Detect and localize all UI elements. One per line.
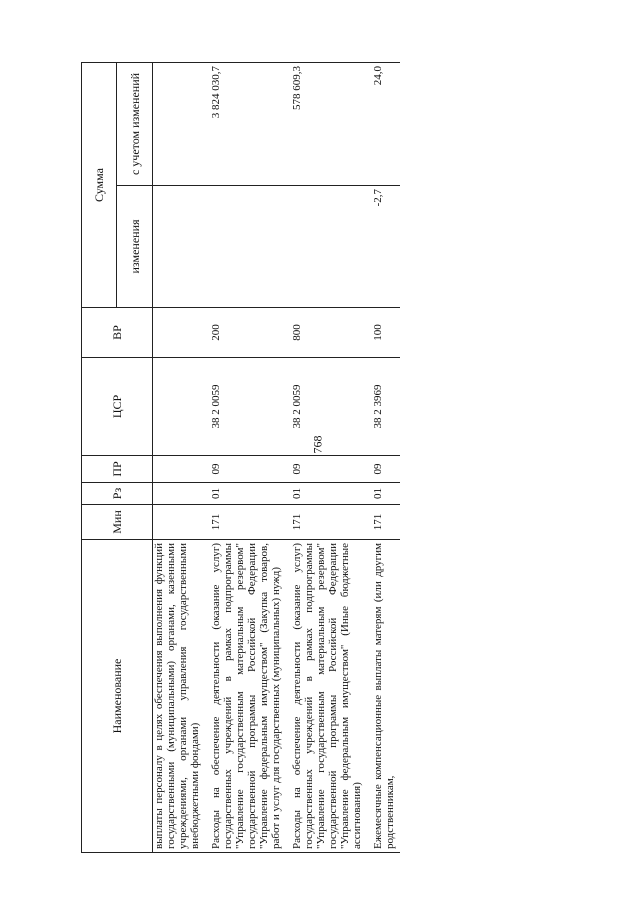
row-min [153,505,206,540]
row-min: 171 [291,505,367,540]
row-changes: -2,7 [372,186,400,308]
header-vr: ВР [82,308,153,358]
header-changes: изменения [117,186,153,308]
row-name: Расходы на обеспечение деятельности (оказание услуг) государственных учреждений в рамках подпрограммы "Управление государственным материальным резервом" государственной программы Российской Федерации "Управление федеральным имуществом" (Закупка товаров, работ и услуг для государственных (муниципальных) нужд) [210,540,286,853]
table-row [153,62,206,852]
row-name: Ежемесячные компенсационные выплаты матерям (или другим родственникам, [372,540,400,853]
row-rz: 01 [291,483,367,505]
page-number: 768 [310,435,325,454]
row-vr: 200 [210,308,286,358]
row-name: выплаты персоналу в целях обеспечения выполнения функций государственными (муниципальными) органами, казенными учреждениями, органами управления государственными внебюджетными фондами) [153,540,206,853]
row-changes [210,186,286,308]
row-changes [153,186,206,308]
row-csr [153,358,206,456]
row-rz [153,483,206,505]
row-min: 171 [372,505,400,540]
header-sum: Сумма [82,62,117,307]
row-vr [153,308,206,358]
row-rz: 01 [210,483,286,505]
header-min: Мин [82,505,153,540]
row-changes [291,186,367,308]
row-vr: 800 [291,308,367,358]
row-pr: 09 [210,456,286,483]
header-rz: Рз [82,483,153,505]
budget-table-sheet [81,63,576,853]
row-min: 171 [210,505,286,540]
header-with-changes: с учетом изменений [117,62,153,185]
row-with-changes: 578 609,3 [291,62,367,185]
row-with-changes [153,62,206,185]
header-csr: ЦСР [82,358,153,456]
row-vr: 100 [372,308,400,358]
row-with-changes: 24,0 [372,62,400,185]
row-csr: 38 2 3969 [372,358,400,456]
row-with-changes: 3 824 030,7 [210,62,286,185]
row-csr: 38 2 0059 [291,358,367,456]
table-row [372,62,400,852]
row-rz: 01 [372,483,400,505]
row-pr [153,456,206,483]
row-csr: 38 2 0059 [210,358,286,456]
budget-table [81,62,400,853]
row-pr: 09 [291,456,367,483]
row-name: Расходы на обеспечение деятельности (оказание услуг) государственных учреждений в рамках подпрограммы "Управление государственным материальным резервом" государственной программы Российской Федерации "Управление федеральным имуществом" (Иные бюджетные ассигнования) [291,540,367,853]
table-row [210,62,286,852]
row-pr: 09 [372,456,400,483]
header-pr: ПР [82,456,153,483]
header-name: Наименование [82,540,153,853]
table-row [291,62,367,852]
